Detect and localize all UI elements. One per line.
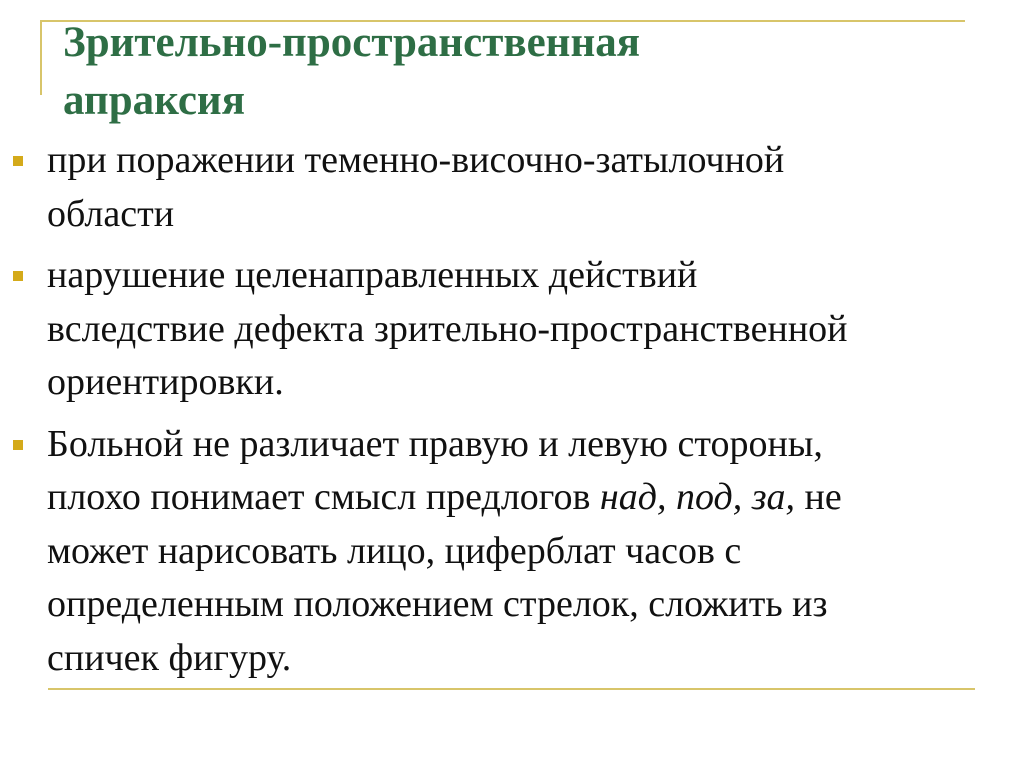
bullet-3-line-1: Больной не различает правую и левую стороны, xyxy=(47,422,823,465)
bottom-decorative-line xyxy=(48,688,975,690)
bullet-2-line-1: нарушение целенаправленных действий xyxy=(47,254,698,296)
bullet-3-line-5: спичек фигуру. xyxy=(47,636,292,679)
bullet-list xyxy=(47,134,1022,685)
bullet-2-line-3: ориентировки. xyxy=(47,361,284,403)
bullet-1-line-2: области xyxy=(47,192,175,235)
slide-title-line-1: Зрительно-пространственная xyxy=(63,19,640,66)
bullet-1-line-1: при поражении теменно-височно-затылочной xyxy=(47,139,785,181)
bullet-3-line-3: может нарисовать лицо, циферблат часов с xyxy=(47,529,742,572)
square-bullet-icon xyxy=(13,156,23,166)
slide-title xyxy=(63,14,993,130)
square-bullet-icon xyxy=(13,271,23,281)
prepositions-italic: над, под, за, xyxy=(599,476,796,518)
square-bullet-icon xyxy=(13,440,23,450)
slide-title-line-2: апраксия xyxy=(63,77,245,124)
bullet-2-line-2: вследствие дефекта зрительно-пространственной xyxy=(47,307,848,350)
left-decorative-line xyxy=(40,20,42,95)
bullet-item-1 xyxy=(47,134,1022,241)
bullet-3-line-4: определенным положением стрелок, сложить из xyxy=(47,583,828,625)
bullet-item-3 xyxy=(47,418,1022,686)
bullet-item-2 xyxy=(47,249,1022,410)
bullet-3-line-2-end: не xyxy=(795,476,842,518)
bullet-3-line-2-start: плохо понимает смысл предлогов xyxy=(47,476,600,518)
bullet-3-line-2 xyxy=(47,471,1022,525)
